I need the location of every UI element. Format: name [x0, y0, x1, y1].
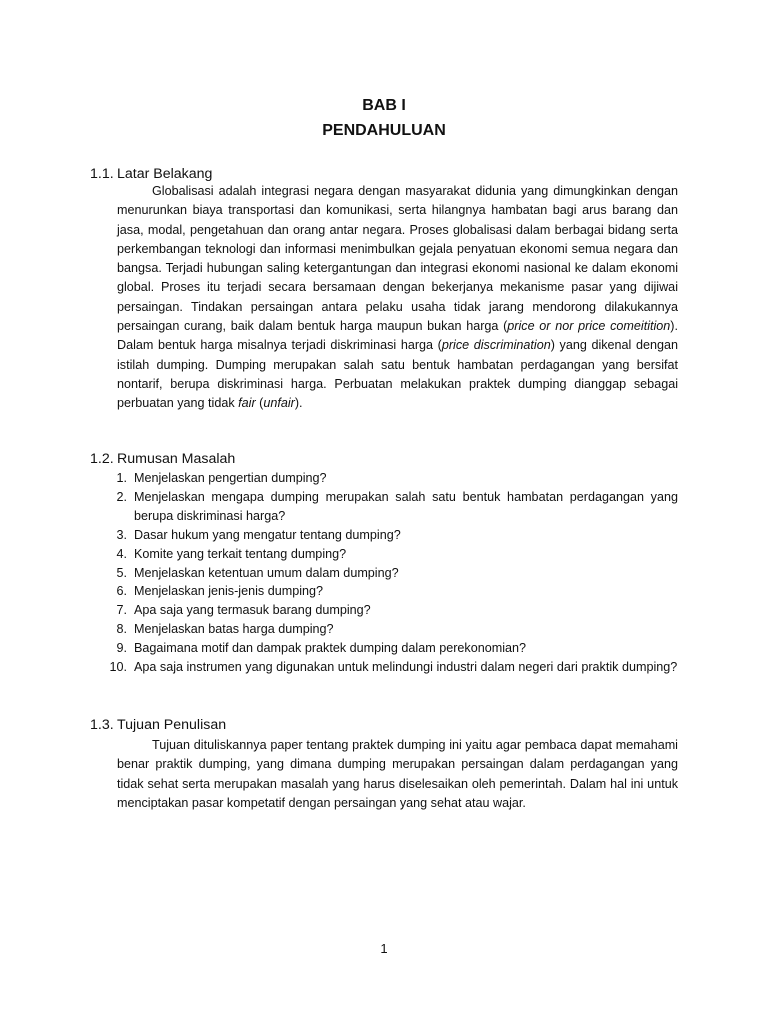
section-number: 1.3.	[90, 717, 114, 733]
list-item-text: Apa saja instrumen yang digunakan untuk melindungi industri dalam negeri dari praktik dumping?	[134, 660, 678, 675]
list-item-text: Bagaimana motif dan dampak praktek dumping dalam perekonomian?	[134, 641, 527, 656]
list-item-number: 6.	[116, 584, 127, 599]
list-item-number: 9.	[116, 641, 127, 656]
list-item	[96, 469, 678, 488]
text-run: ). Dalam bentuk harga misalnya terjadi diskriminasi harga (	[117, 319, 678, 353]
section-number: 1.1.	[90, 166, 114, 182]
text-run-italic: price or nor price comeitition	[507, 319, 671, 334]
text-run: Globalisasi adalah integrasi negara dengan masyarakat didunia yang dimungkinkan dengan menurunkan biaya transportasi dan komunikasi, serta hilangnya hambatan bagi arus barang dan jasa, modal, pengetahuan dan orang antar negara. Proses globalisasi dalam berbagai bidang serta perkembangan teknologi dan informasi menimbulkan gejala penyatuan ekonomi semua negara dan bangsa. Terjadi hubungan saling ketergantungan dan integrasi ekonomi nasional ke dalam ekonomi global. Proses itu terjadi secara bersamaan dengan bekerjanya mekanisme pasar yang dijiwai persaingan. Tindakan persaingan antara pelaku usaha tidak jarang mendorong dilakukannya persaingan curang, baik dalam bentuk harga maupun bukan harga (	[117, 184, 678, 334]
list-item	[96, 582, 678, 601]
list-item-text: Menjelaskan pengertian dumping?	[134, 471, 327, 485]
text-run-italic: fair	[238, 396, 256, 411]
page-number: 1	[380, 941, 388, 956]
list-item	[96, 620, 678, 639]
list-item-number: 7.	[116, 603, 127, 618]
section-title: Rumusan Masalah	[117, 451, 236, 467]
list-item-number: 10.	[109, 660, 127, 675]
text-run: (	[255, 396, 264, 411]
list-item	[96, 639, 678, 658]
list-item	[96, 545, 678, 564]
text-run-italic: unfair	[263, 396, 295, 411]
list-item	[96, 564, 678, 583]
list-item-text: Menjelaskan ketentuan umum dalam dumping?	[134, 565, 399, 580]
section-title: Latar Belakang	[117, 166, 213, 182]
list-item-text: Menjelaskan mengapa dumping merupakan salah satu bentuk hambatan perdagangan yang berupa diskriminasi harga?	[134, 489, 678, 523]
problem-list	[96, 469, 678, 677]
list-item-number: 3.	[116, 527, 127, 542]
list-item-number: 4.	[116, 546, 127, 561]
paragraph-latar-belakang	[117, 182, 678, 414]
list-item-number: 2.	[116, 489, 127, 504]
list-item	[96, 658, 678, 677]
list-item-text: Menjelaskan jenis-jenis dumping?	[134, 584, 324, 599]
list-item-text: Apa saja yang termasuk barang dumping?	[134, 603, 371, 618]
list-item-text: Menjelaskan batas harga dumping?	[134, 622, 334, 637]
text-run-italic: price discrimination	[441, 338, 551, 353]
list-item-text: Komite yang terkait tentang dumping?	[134, 546, 347, 561]
list-item	[96, 488, 678, 526]
chapter-number: BAB I	[362, 97, 406, 114]
chapter-title: PENDAHULUAN	[322, 122, 446, 139]
text-run: Tujuan dituliskannya paper tentang praktek dumping ini yaitu agar pembaca dapat memahami benar praktik dumping, yang dimana dumping merupakan persaingan dalam perdagangan yang tidak sehat serta merupakan masalah yang harus diselesaikan oleh pemerintah. Dalam hal ini untuk menciptakan pasar kompetatif dengan persaingan yang sehat atau wajar.	[117, 738, 678, 810]
section-heading-latar-belakang	[90, 164, 212, 184]
text-run: ).	[294, 396, 303, 411]
list-item-number: 5.	[116, 565, 127, 580]
list-item-number: 8.	[116, 622, 127, 637]
paragraph-tujuan-penulisan	[117, 736, 678, 813]
list-item	[96, 526, 678, 545]
list-item-number: 1.	[116, 471, 127, 485]
section-heading-rumusan-masalah	[90, 449, 235, 469]
text-run: ) yang dikenal dengan istilah dumping. Dumping merupakan salah satu bentuk hambatan perdagangan yang bersifat nontarif, berupa diskriminasi harga. Perbuatan melakukan praktek dumping dianggap sebagai perbuatan yang tidak	[117, 338, 678, 411]
section-heading-tujuan-penulisan	[90, 715, 226, 735]
list-item-text: Dasar hukum yang mengatur tentang dumping?	[134, 527, 401, 542]
section-title: Tujuan Penulisan	[117, 717, 227, 733]
section-number: 1.2.	[90, 451, 114, 467]
list-item	[96, 601, 678, 620]
